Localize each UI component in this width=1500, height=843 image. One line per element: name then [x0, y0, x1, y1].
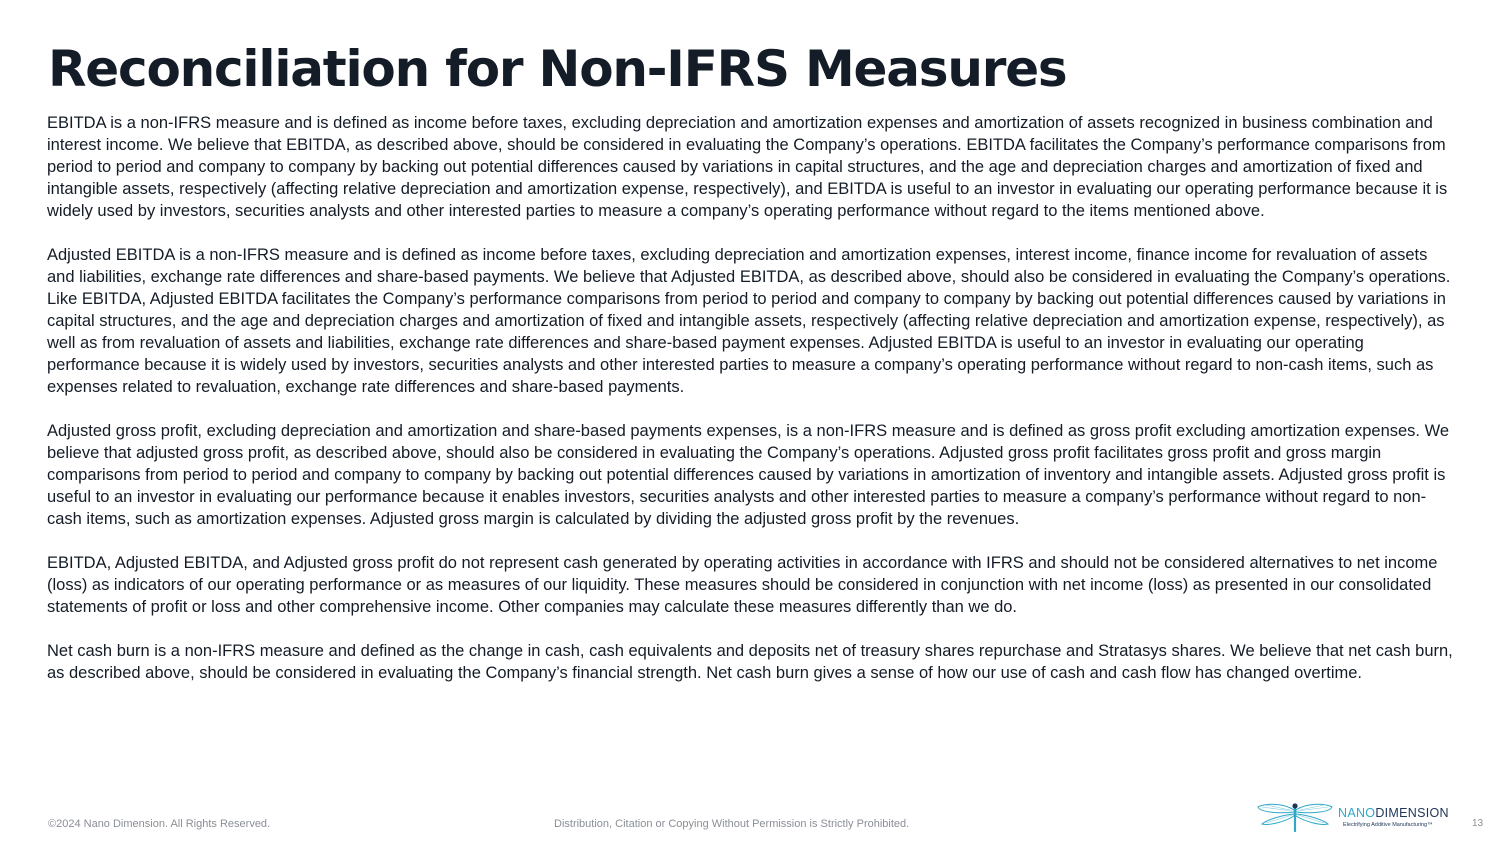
- paragraph-cash-disclaimer: EBITDA, Adjusted EBITDA, and Adjusted gross profit do not represent cash generated by operating activities in accordance with IFRS and should not be considered alternatives to net income (loss) as indicators of our operating performance or as measures of our liquidity. These measures should be considered in conjunction with net income (loss) as presented in our consolidated statements of profit or loss and other comprehensive income. Other companies may calculate these measures differently than we do.: [47, 554, 1438, 616]
- dragonfly-icon: [1254, 802, 1336, 832]
- footer-notice: Distribution, Citation or Copying Without Permission is Strictly Prohibited.: [554, 818, 910, 830]
- company-logo: [1254, 802, 1456, 832]
- logo-word-dimension: DIMENSION: [1375, 806, 1449, 820]
- footer-copyright: ©2024 Nano Dimension. All Rights Reserved.: [48, 818, 271, 830]
- page-number: 13: [1472, 818, 1484, 829]
- body-text: [47, 112, 1459, 684]
- logo-wordmark: [1338, 807, 1449, 820]
- paragraph-ebitda: EBITDA is a non-IFRS measure and is defined as income before taxes, excluding depreciation and amortization expenses and amortization of assets recognized in business combination and interest income. We believe that EBITDA, as described above, should be considered in evaluating the Company’s operations. EBITDA facilitates the Company’s performance comparisons from period to period and company to company by backing out potential differences caused by variations in capital structures, and the age and depreciation charges and amortization of fixed and intangible assets, respectively (affecting relative depreciation and amortization expense, respectively), and EBITDA is useful to an investor in evaluating our operating performance because it is widely used by investors, securities analysts and other interested parties to measure a company’s operating performance without regard to the items mentioned above.: [47, 114, 1448, 220]
- paragraph-adjusted-ebitda: Adjusted EBITDA is a non-IFRS measure and is defined as income before taxes, excluding depreciation and amortization expenses, interest income, finance income for revaluation of assets and liabilities, exchange rate differences and share-based payments. We believe that Adjusted EBITDA, as described above, should also be considered in evaluating the Company’s operations. Like EBITDA, Adjusted EBITDA facilitates the Company’s performance comparisons from period to period and company to company by backing out potential differences caused by variations in capital structures, and the age and depreciation charges and amortization of fixed and intangible assets, respectively (affecting relative depreciation and amortization expense, respectively), as well as from revaluation of assets and liabilities, exchange rate differences and share-based payment expenses. Adjusted EBITDA is useful to an investor in evaluating our operating performance because it is widely used by investors, securities analysts and other interested parties to measure a company’s operating performance without regard to non-cash items, such as expenses related to revaluation, exchange rate differences and share-based payments.: [47, 246, 1451, 396]
- logo-tagline: Electrifying Additive Manufacturing™: [1343, 822, 1433, 828]
- logo-word-nano: NANO: [1338, 806, 1376, 820]
- paragraph-net-cash-burn: Net cash burn is a non-IFRS measure and defined as the change in cash, cash equivalents and deposits net of treasury shares repurchase and Stratasys shares. We believe that net cash burn, as described above, should be considered in evaluating the Company’s financial strength. Net cash burn gives a sense of how our use of cash and cash flow has changed overtime.: [47, 642, 1453, 682]
- paragraph-adjusted-gross-profit: Adjusted gross profit, excluding depreciation and amortization and share-based payments expenses, is a non-IFRS measure and is defined as gross profit excluding amortization expenses. We believe that adjusted gross profit, as described above, should also be considered in evaluating the Company’s operations. Adjusted gross profit facilitates gross profit and gross margin comparisons from period to period and company to company by backing out potential differences caused by variations in amortization of inventory and intangible assets. Adjusted gross profit is useful to an investor in evaluating our performance because it enables investors, securities analysts and other interested parties to measure a company’s performance without regard to non-cash items, such as amortization expenses. Adjusted gross margin is calculated by dividing the adjusted gross profit by the revenues.: [47, 422, 1450, 528]
- page-title: Reconciliation for Non-IFRS Measures: [48, 40, 1067, 98]
